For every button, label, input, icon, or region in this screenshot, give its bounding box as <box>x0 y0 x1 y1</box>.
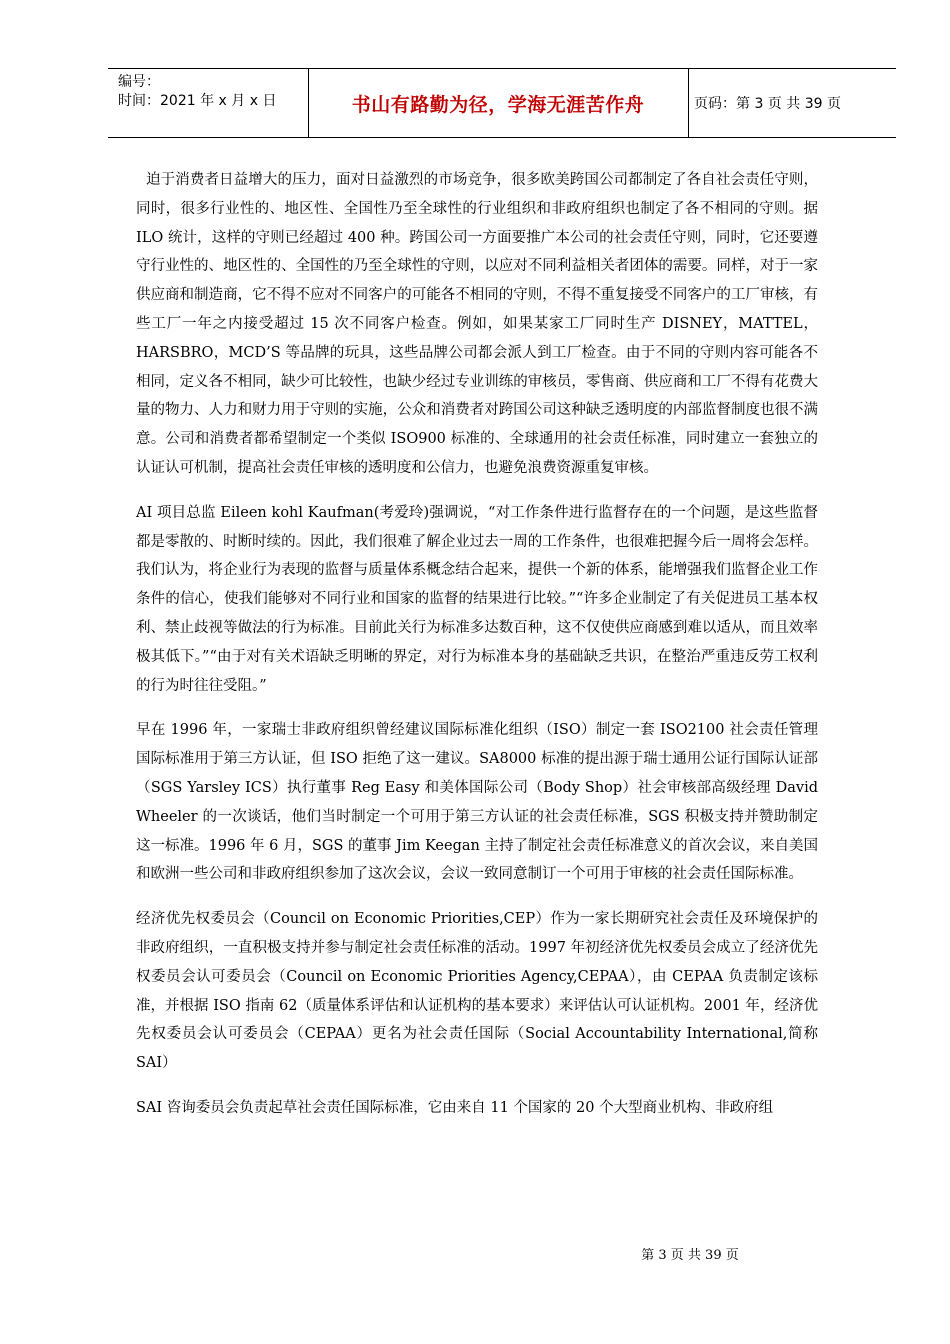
paragraph-sa8000-origin: 早在 1996 年，一家瑞士非政府组织曾经建议国际标准化组织（ISO）制定一套 ISO2100 社会责任管理国际标准用于第三方认证，但 ISO 拒绝了这一建议。SA8000 标准的提出源于瑞士通用公证行国际认证部（SGS Yarsley ICS）执行董事 Reg Easy 和美体国际公司（Body Shop）社会审核部高级经理 David Wheeler 的一次谈话，他们当时制定一个可用于第三方认证的社会责任标准，SGS 积极支持并赞助制定这一标准。1996 年 6 月，SGS 的董事 Jim Keegan 主持了制定社会责任标准意义的首次会议，来自美国和欧洲一些公司和非政府组织参加了这次会议，会议一致同意制订一个可用于审核的社会责任国际标准。 <box>136 722 818 883</box>
header-page-cell <box>688 69 896 137</box>
document-number-label: 编号： <box>118 74 160 90</box>
paragraph-cep-history: 经济优先权委员会（Council on Economic Priorities,CEP）作为一家长期研究社会责任及环境保护的非政府组织，一直积极支持并参与制定社会责任标准的活动。1997 年初经济优先权委员会成立了经济优先权委员会认可委员会（Council on Economic Priorities Agency,CEPAA），由 CEPAA 负责制定该标准，并根据 ISO 指南 62（质量体系评估和认证机构的基本要求）来评估认可认证机构。2001 年，经济优先权委员会认可委员会（CEPAA）更名为社会责任国际（Social Accountability International,简称 SAI） <box>136 911 818 1072</box>
page-footer: 第 3 页 共 39 页 <box>641 1248 739 1263</box>
document-date-label: 时间：2021 年 x 月 x 日 <box>118 93 277 109</box>
page-header <box>108 68 896 138</box>
paragraph-sai-committee: SAI 咨询委员会负责起草社会责任国际标准，它由来自 11 个国家的 20 个大型商业机构、非政府组 <box>136 1099 774 1116</box>
paragraph-ai-director-quote: AI 项目总监 Eileen kohl Kaufman(考爱玲)强调说，“对工作条件进行监督存在的一个问题，是这些监督都是零散的、时断时续的。因此，我们很难了解企业过去一周的工作条件，也很难把握今后一周将会怎样。我们认为，将企业行为表现的监督与质量体系概念结合起来，提供一个新的体系，能增强我们监督企业工作条件的信心，使我们能够对不同行业和国家的监督的结果进行比较。”“许多企业制定了有关促进员工基本权利、禁止歧视等做法的行为标准。目前此关行为标准多达数百种，这不仅使供应商感到难以适从，而且效率极其低下。”“由于对有关术语缺乏明晰的界定，对行为标准本身的基础缺乏共识，在整治严重违反劳工权利的行为时往往受阻。” <box>136 504 818 694</box>
document-body <box>136 166 818 1139</box>
paragraph-code-of-conduct: 迫于消费者日益增大的压力，面对日益激烈的市场竞争，很多欧美跨国公司都制定了各自社会责任守则，同时，很多行业性的、地区性、全国性乃至全球性的行业组织和非政府组织也制定了各不相同的守则。据 ILO 统计，这样的守则已经超过 400 种。跨国公司一方面要推广本公司的社会责任守则，同时，它还要遵守行业性的、地区性的、全国性的乃至全球性的守则，以应对不同利益相关者团体的需要。同样，对于一家供应商和制造商，它不得不应对不同客户的可能各不相同的守则，不得不重复接受不同客户的工厂审核，有些工厂一年之内接受超过 15 次不同客户检查。例如，如果某家工厂同时生产 DISNEY，MATTEL，HARSBRO，MCD’S 等品牌的玩具，这些品牌公司都会派人到工厂检查。由于不同的守则内容可能各不相同，定义各不相同，缺少可比较性，也缺少经过专业训练的审核员，零售商、供应商和工厂不得有花费大量的物力、人力和财力用于守则的实施，公众和消费者对跨国公司这种缺乏透明度的内部监督制度也很不满意。公司和消费者都希望制定一个类似 ISO900 标准的、全球通用的社会责任标准，同时建立一套独立的认证认可机制，提高社会责任审核的透明度和公信力，也避免浪费资源重复审核。 <box>136 172 818 476</box>
header-page-info: 页码：第 3 页 共 39 页 <box>694 96 841 112</box>
header-motto: 书山有路勤为径，学海无涯苦作舟 <box>351 93 645 116</box>
header-motto-cell <box>308 69 689 137</box>
header-meta-cell <box>108 69 309 137</box>
